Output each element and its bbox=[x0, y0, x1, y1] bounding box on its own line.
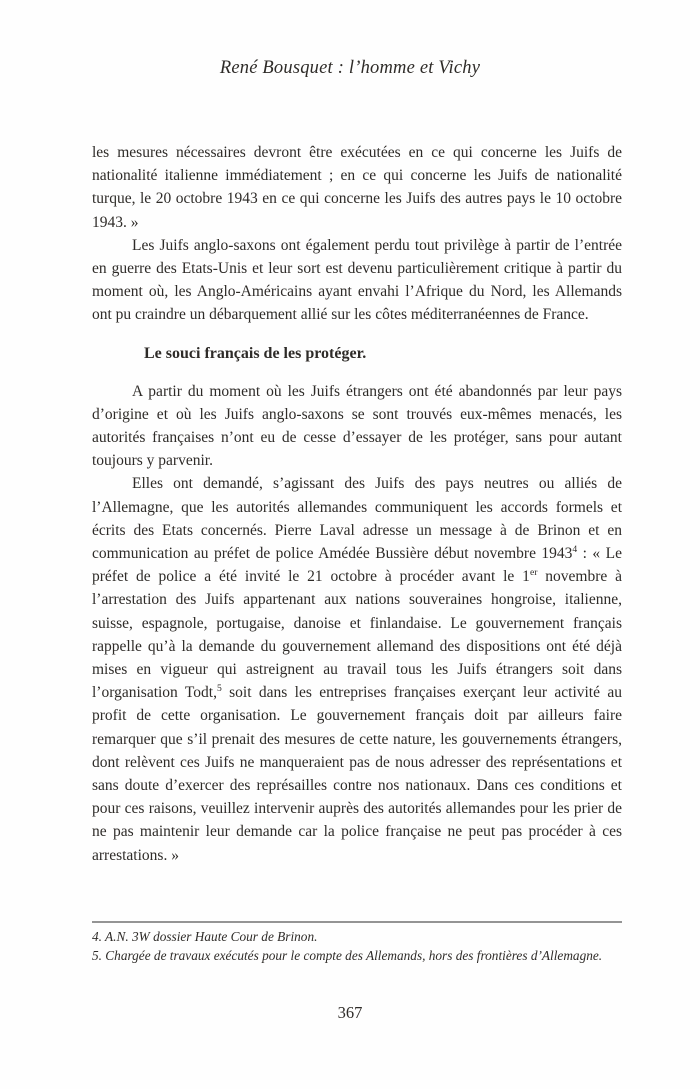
footnote-marker: 5 bbox=[216, 683, 222, 695]
paragraph bbox=[92, 141, 622, 234]
running-title: René Bousquet : l’homme et Vichy bbox=[219, 58, 481, 78]
text-run: soit dans les entreprises françaises exerçant leur activité au profit de cette organisation. Le gouvernement français doit par ailleurs faire remarquer que s’il prenait des mesures de cette nature, les gouvernements étrangers, dont relèvent ces Juifs ne manqueraient pas de nous adresser des représentations et sans doute d’exercer des représailles contre nos nationaux. Dans ces conditions et pour ces raisons, veuillez intervenir auprès des autorités allemandes pour les prier de ne pas maintenir leur demande car la police française ne peut pas procéder à ces arrestations. » bbox=[92, 684, 622, 864]
text-run: Le souci français de les protéger. bbox=[144, 344, 367, 362]
footnote-rule bbox=[92, 921, 622, 923]
paragraph bbox=[92, 472, 622, 866]
footnote: 5. Chargée de travaux exécutés pour le compte des Allemands, hors des frontières d’Allemagne. bbox=[92, 947, 603, 963]
section-heading bbox=[92, 342, 622, 365]
footnote-list bbox=[92, 928, 622, 966]
footnote: 4. A.N. 3W dossier Haute Cour de Brinon. bbox=[92, 929, 318, 944]
footnote-marker: 4 bbox=[572, 543, 578, 555]
page-number: 367 bbox=[337, 1003, 363, 1022]
paragraph bbox=[92, 234, 622, 327]
text-run: novembre à l’arrestation des Juifs appartenant aux nations souveraines hongroise, italienne, suisse, espagnole, portugaise, danoise et finlandaise. Le gouvernement français rappelle qu’à la demande du gouvernement allemand des dispositions ont été déjà mises en vigueur qui astreignent au travail tous les Juifs étrangers soit dans l’organisation Todt, bbox=[92, 568, 622, 702]
footnote-marker: er bbox=[529, 567, 538, 579]
footnote-block bbox=[92, 921, 622, 966]
text-run: Elles ont demandé, s’agissant des Juifs des pays neutres ou alliés de l’Allemagne, que les autorités allemandes communiquent les accords formels et écrits des Etats concernés. Pierre Laval adresse un message à de Brinon et en communication au préfet de police Amédée Bussière début novembre 1943 bbox=[92, 475, 622, 563]
text-run: : « Le préfet de police a été invité le 21 octobre à procéder avant le 1 bbox=[92, 545, 622, 586]
paragraph bbox=[92, 380, 622, 473]
text-run: Les Juifs anglo-saxons ont également perdu tout privilège à partir de l’entrée en guerre des Etats-Unis et leur sort est devenu particulièrement critique à partir du moment où, les Anglo-Américains ayant envahi l’Afrique du Nord, les Allemands ont pu craindre un débarquement allié sur les côtes méditerranéennes de France. bbox=[92, 236, 622, 324]
text-run: A partir du moment où les Juifs étrangers ont été abandonnés par leur pays d’origine et où les Juifs anglo-saxons se sont trouvés eux-mêmes menacés, les autorités françaises n’ont eu de cesse d’essayer de les protéger, sans pour autant toujours y parvenir. bbox=[92, 382, 622, 470]
text-run: les mesures nécessaires devront être exécutées en ce qui concerne les Juifs de nationalité italienne immédiatement ; en ce qui concerne les Juifs de nationalité turque, le 20 octobre 1943 en ce qui concerne les Juifs des autres pays le 10 octobre 1943. » bbox=[92, 144, 622, 231]
body-text bbox=[92, 141, 622, 867]
